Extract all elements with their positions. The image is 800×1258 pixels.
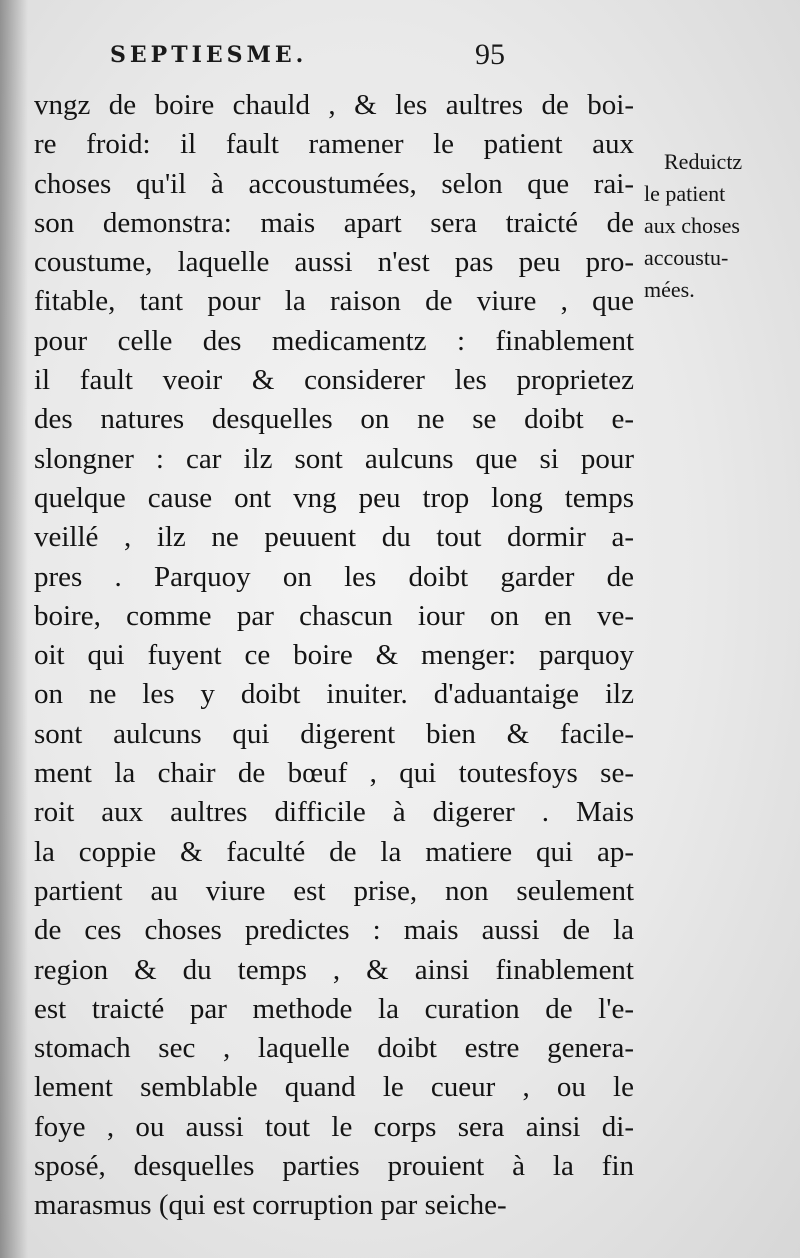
text-line: des natures desquelles on ne se doibt e- [34, 403, 634, 436]
text-line: stomach sec , laquelle doibt estre genera- [34, 1032, 634, 1065]
page-number: 95 [475, 38, 505, 71]
marginal-note-line: mées. [644, 277, 695, 302]
text-line: slongner : car ilz sont aulcuns que si pour [34, 442, 634, 475]
text-line: vngz de boire chauld , & les aultres de boi- [34, 89, 634, 121]
text-line: de ces choses predictes : mais aussi de la [34, 914, 634, 947]
gutter-shadow [0, 0, 28, 1258]
text-line: roit aux aultres difficile à digerer . Mais [34, 796, 634, 829]
page-header [110, 38, 610, 78]
text-line: re froid: il fault ramener le patient aux [34, 128, 634, 161]
marginal-note-line: aux choses [644, 213, 740, 238]
text-line: il fault veoir & considerer les proprietez [34, 364, 634, 397]
text-line: sposé, desquelles parties prouient à la fin [34, 1150, 634, 1183]
text-line: fitable, tant pour la raison de viure , que [34, 285, 634, 318]
text-line: veillé , ilz ne peuuent du tout dormir a- [34, 521, 634, 554]
text-line: foye , ou aussi tout le corps sera ainsi di- [34, 1110, 634, 1143]
body-text [34, 86, 634, 1226]
text-line: est traicté par methode la curation de l'e- [34, 992, 634, 1025]
text-line: lement semblable quand le cueur , ou le [34, 1071, 634, 1104]
marginal-note-line: accoustu- [644, 245, 729, 270]
text-line: choses qu'il à accoustumées, selon que rai- [34, 167, 634, 200]
text-line: pres . Parquoy on les doibt garder de [34, 560, 634, 593]
text-line: on ne les y doibt inuiter. d'aduantaige ilz [34, 678, 634, 711]
text-line: la coppie & faculté de la matiere qui ap- [34, 835, 634, 868]
marginal-note-line: le patient [644, 181, 726, 206]
marginal-note [644, 146, 794, 306]
text-line: quelque cause ont vng peu trop long temps [34, 481, 634, 514]
text-line: boire, comme par chascun iour on en ve- [34, 599, 634, 632]
marginal-note-line: Reduictz [664, 149, 743, 174]
text-line: ment la chair de bœuf , qui toutesfoys se- [34, 757, 634, 790]
text-line: sont aulcuns qui digerent bien & facile- [34, 717, 634, 750]
text-line: coustume, laquelle aussi n'est pas peu pro- [34, 246, 634, 279]
text-line: son demonstra: mais apart sera traicté de [34, 206, 634, 239]
text-line: region & du temps , & ainsi finablement [34, 953, 634, 986]
text-line: pour celle des medicamentz : finablement [34, 324, 634, 357]
text-line: marasmus (qui est corruption par seiche- [34, 1189, 507, 1222]
text-line: partient au viure est prise, non seulement [34, 874, 634, 907]
running-head: SEPTIESME. [110, 42, 308, 68]
text-line: oit qui fuyent ce boire & menger: parquoy [34, 639, 634, 672]
